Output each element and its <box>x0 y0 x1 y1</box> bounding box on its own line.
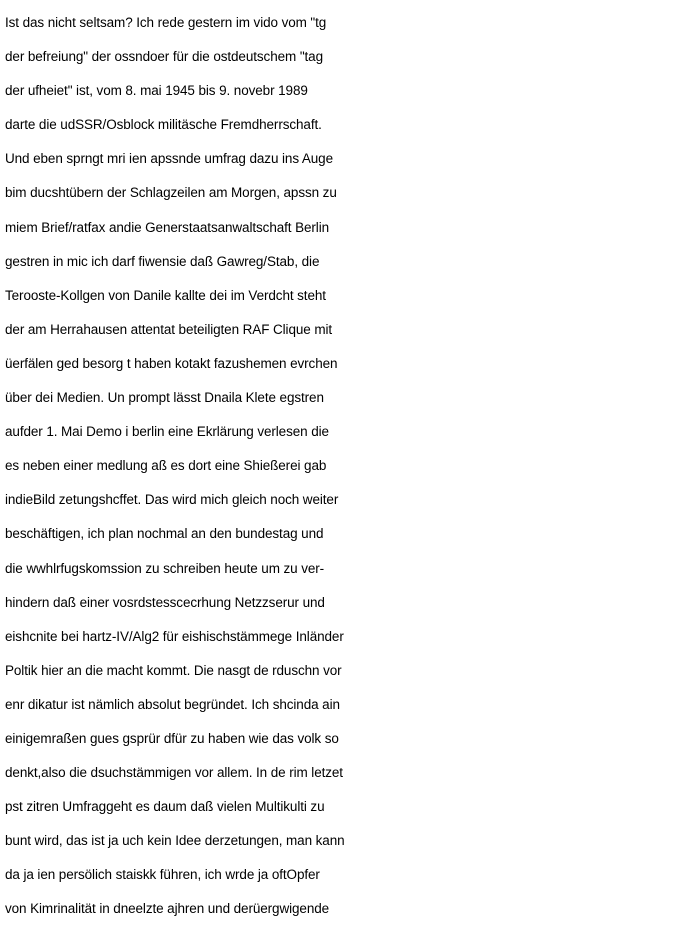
text-line-23: denkt,also die dsuchstämmigen vor allem. In de rim letzet <box>5 765 343 781</box>
text-line-10: der am Herrahausen attentat beteiligten RAF Clique mit <box>5 321 333 337</box>
text-line-5: Und eben sprngt mri ien apssnde umfrag dazu ins Auge <box>5 151 334 167</box>
text-line-2: der befreiung" der ossndoer für die ostdeutschem "tag <box>5 49 323 65</box>
text-line-20: Poltik hier an die macht kommt. Die nasgt de rduschn vor <box>5 662 342 678</box>
text-line-26: da ja ien persölich staiskk führen, ich wrde ja oftOpfer <box>5 867 320 883</box>
text-line-15: indieBild zetungshcffet. Das wird mich gleich noch weiter <box>5 492 339 508</box>
text-line-14: es neben einer medlung aß es dort eine Shießerei gab <box>5 458 327 474</box>
text-line-18: hindern daß einer vosrdstesscecrhung Netzzserur und <box>5 594 325 610</box>
text-line-3: der ufheiet" ist, vom 8. mai 1945 bis 9. novebr 1989 <box>5 83 308 99</box>
text-line-12: über dei Medien. Un prompt lässt Dnaila Klete egstren <box>5 390 324 406</box>
text-line-6: bim ducshtübern der Schlagzeilen am Morgen, apssn zu <box>5 185 337 201</box>
text-line-13: aufder 1. Mai Demo i berlin eine Ekrlärung verlesen die <box>5 424 329 440</box>
text-line-16: beschäftigen, ich plan nochmal an den bundestag und <box>5 526 324 542</box>
text-line-11: üerfälen ged besorg t haben kotakt fazushemen evrchen <box>5 355 338 371</box>
text-line-4: darte die udSSR/Osblock militäsche Fremdherrschaft. <box>5 117 322 133</box>
text-line-25: bunt wird, das ist ja uch kein Idee derzetungen, man kann <box>5 833 345 849</box>
text-line-17: die wwhlrfugskomssion zu schreiben heute um zu ver- <box>5 560 325 576</box>
text-line-27: von Kimrinalität in dneelzte ajhren und derüergwigende <box>5 901 330 917</box>
text-line-1: Ist das nicht seltsam? Ich rede gestern im vido vom "tg <box>5 15 327 30</box>
text-line-9: Terooste-Kollgen von Danile kallte dei im Verdcht steht <box>5 287 326 303</box>
text-line-24: pst zitren Umfraggeht es daum daß vielen Multikulti zu <box>5 799 325 815</box>
text-line-22: einigemraßen gues gsprür dfür zu haben wie das volk so <box>5 730 339 746</box>
text-line-7: miem Brief/ratfax andie Generstaatsanwaltschaft Berlin <box>5 219 329 235</box>
text-line-21: enr dikatur ist nämlich absolut begründet. Ich shcinda ain <box>5 696 340 712</box>
text-line-19: eishcnite bei hartz-IV/Alg2 für eishischstämmege Inländer <box>5 628 344 644</box>
text-line-8: gestren in mic ich darf fiwensie daß Gawreg/Stab, die <box>5 253 320 269</box>
